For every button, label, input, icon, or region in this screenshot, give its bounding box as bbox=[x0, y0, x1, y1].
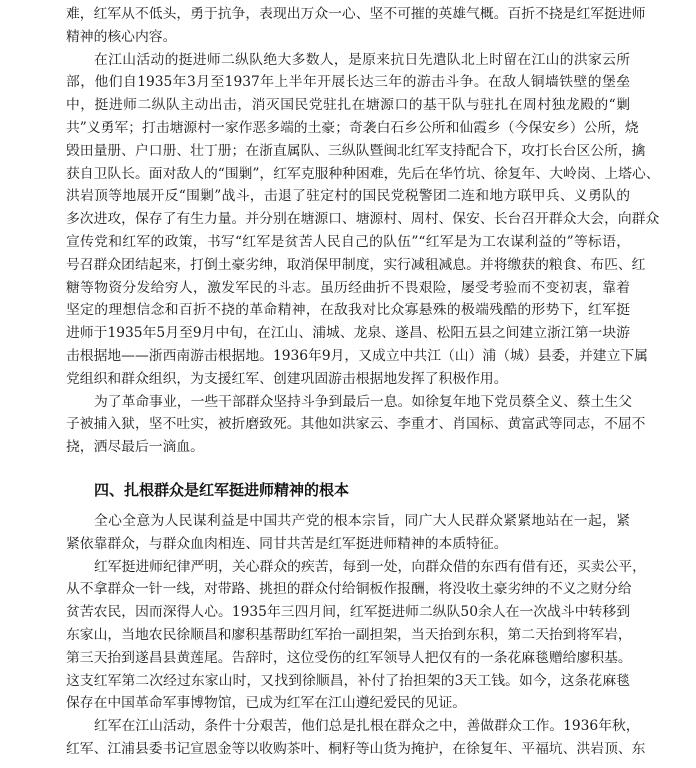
text-line: 共”义勇军；打击塘源村一家作恶多端的土豪；奇袭白石乡公所和仙霞乡（今保安乡）公所，烧 bbox=[66, 120, 639, 136]
text-line: 贫苦农民，因而深得人心。1935年三四月间，红军挺进师二纵队50余人在一次战斗中转移到 bbox=[66, 604, 630, 621]
text-line: 多次进攻，保存了有生力量。并分别在塘源口、塘源村、周村、保安、长台召开群众大会，向群众 bbox=[66, 211, 660, 228]
text-line: 紧依靠群众，与群众血肉相连、同甘共苦是红军挺进师精神的本质特征。 bbox=[66, 535, 508, 552]
text-line: 坚定的理想信念和百折不挠的革命精神，在敌我对比众寡悬殊的极端残酷的形势下，红军挺 bbox=[66, 302, 630, 319]
text-line: 党组织和群众组织，为支援红军、创建巩固游击根据地发挥了积极作用。 bbox=[66, 370, 508, 387]
text-line: 进师于1935年5月至9月中旬，在江山、浦城、龙泉、遂昌、松阳五县之间建立浙江第一块游 bbox=[66, 325, 630, 342]
text-line: 为了革命事业，一些干部群众坚持斗争到最后一息。如徐复年地下党员蔡全义、蔡土生父 bbox=[94, 393, 633, 410]
text-line: 毁田量册、户口册、壮丁册；在浙直属队、三纵队暨闽北红军支持配合下，攻打长台区公所，擒 bbox=[66, 142, 646, 159]
text-line: 这支红军第二次经过东家山时，又找到徐顺昌，补付了抬担架的3天工钱。如今，这条花麻毯 bbox=[66, 672, 630, 689]
text-line: 在江山活动的挺进师二纵队绝大多数人，是原来抗日先遣队北上时留在江山的洪家云所 bbox=[94, 51, 630, 68]
text-line: 东家山，当地农民徐顺昌和廖积基帮助红军抬一副担架，当天抬到东积，第二天抬到将军岩， bbox=[66, 627, 632, 643]
text-line: 获自卫队长。面对敌人的“围剿”，红军克服种种困难，先后在华竹坑、徐复年、大岭岗、上塔心、 bbox=[66, 165, 660, 182]
text-line: 难，红军从不低头，勇于抗争，表现出万众一心、坚不可摧的英雄气概。百折不挠是红军挺进师 bbox=[66, 6, 646, 22]
text-line: 子被捕入狱，坚不吐实，被折磨致死。其他如洪家云、李重才、肖国标、黄富武等同志，不屈不 bbox=[66, 416, 646, 433]
text-line: 号召群众团结起来，打倒土豪劣绅，取消保甲制度，实行减租减息。并将缴获的粮食、布匹、红 bbox=[66, 256, 646, 273]
text-line: 红军挺进师纪律严明，关心群众的疾苦，每到一处，向群众借的东西有借有还，买卖公平， bbox=[94, 558, 646, 575]
text-line: 第三天抬到遂昌县黄莲尾。告辞时，这位受伤的红军领导人把仅有的一条花麻毯赠给廖积基。 bbox=[66, 649, 632, 666]
text-line: 中，挺进师二纵队主动出击，消灭国民党驻扎在塘源口的基干队与驻扎在周村独龙殿的“剿 bbox=[66, 97, 630, 114]
text-line: 保存在中国革命军事博物馆，已成为红军在江山遵纪爱民的见证。 bbox=[66, 695, 467, 712]
section-heading: 四、扎根群众是红军挺进师精神的根本 bbox=[94, 481, 350, 499]
text-line: 红军、江浦县委书记宣恩金等以收购茶叶、桐籽等山货为掩护，在徐复年、平福坑、洪岩顶、东 bbox=[66, 741, 646, 757]
text-line: 宣传党和红军的政策，书写“红军是贫苦人民自己的队伍”“红军是为工农谋利益的”等标语， bbox=[66, 234, 630, 250]
text-line: 全心全意为人民谋利益是中国共产党的根本宗旨，同广大人民群众紧紧地站在一起，紧 bbox=[94, 513, 630, 529]
text-line: 挠，洒尽最后一滴血。 bbox=[66, 439, 204, 456]
text-line: 从不拿群众一针一线，对带路、挑担的群众付给铜板作报酬，将没收土豪劣绅的不义之财分给 bbox=[66, 581, 632, 598]
text-line: 击根据地——浙西南游击根据地。1936年9月，又成立中共江（山）浦（城）县委，并建立下属 bbox=[66, 348, 648, 364]
text-line: 糖等物资分发给穷人，激发军民的斗志。虽历经曲折不畏艰险，屡受考验而不变初衷，靠着 bbox=[66, 279, 630, 296]
text-line: 洪岩顶等地展开反“围剿”战斗，击退了驻定村的国民党税警团二连和地方联甲兵、义勇队的 bbox=[66, 188, 630, 205]
text-line: 精神的核心内容。 bbox=[66, 28, 177, 45]
text-line: 红军在江山活动，条件十分艰苦，他们总是扎根在群众之中，善做群众工作。1936年秋， bbox=[94, 718, 640, 735]
text-line: 部，他们自1935年3月至1937年上半年开展长达三年的游击斗争。在敌人铜墙铁壁的堡垒 bbox=[66, 74, 630, 91]
